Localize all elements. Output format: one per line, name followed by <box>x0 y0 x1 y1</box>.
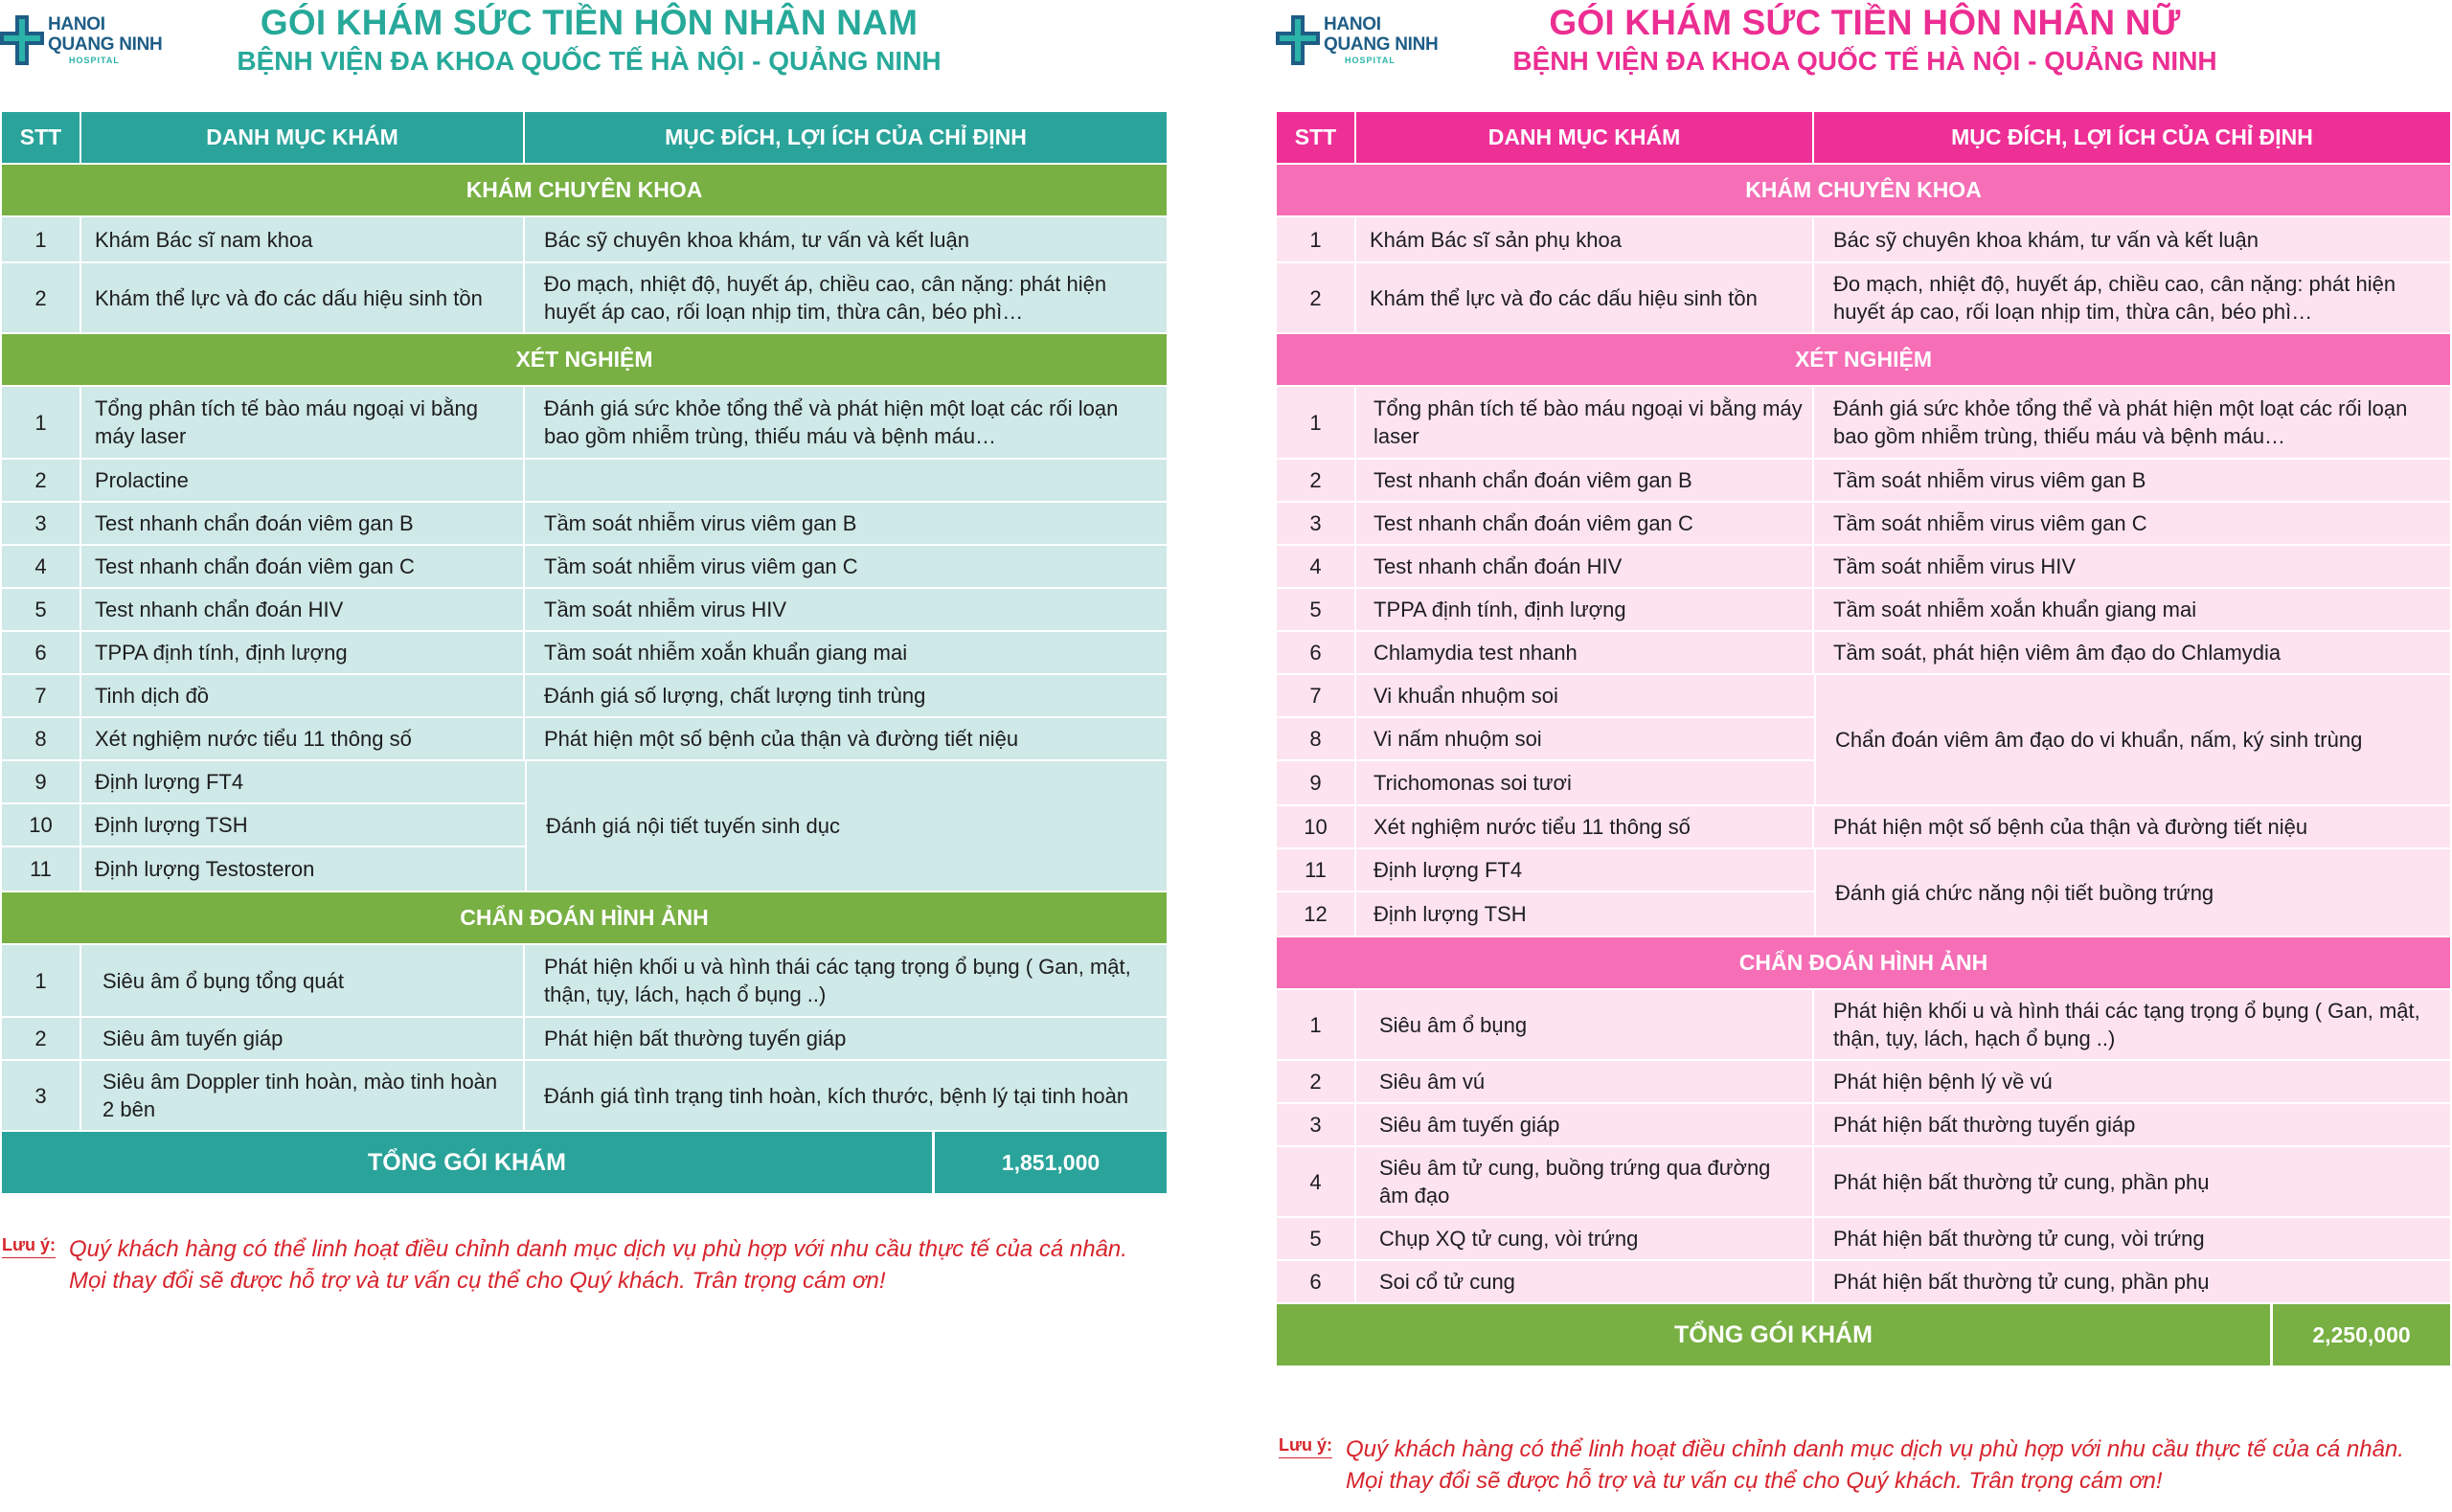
table-row <box>2 632 1167 675</box>
row-stt: 3 <box>2 503 81 544</box>
male-table <box>2 112 1167 1193</box>
hospital-logo <box>0 11 168 69</box>
row-purpose <box>525 460 1167 501</box>
merged-group <box>1277 849 2450 937</box>
row-stt: 3 <box>2 1061 81 1130</box>
row-purpose: Phát hiện bệnh lý về vú <box>1833 1070 2053 1094</box>
row-purpose: Phát hiện một số bệnh của thận và đường tiết niệu <box>544 727 1019 751</box>
row-purpose: Tầm soát nhiễm virus HIV <box>1833 554 2077 578</box>
table-row <box>1277 1218 2450 1261</box>
female-title: GÓI KHÁM SỨC TIỀN HÔN NHÂN NỮ <box>1549 3 2181 42</box>
merged-group <box>1277 675 2450 806</box>
table-row <box>1277 892 1814 936</box>
row-name: Tổng phân tích tế bào máu ngoại vi bằng máy laser <box>81 387 525 458</box>
hospital-logo <box>1276 11 1443 69</box>
total-price: 1,851,000 <box>1001 1149 1101 1175</box>
row-stt: 3 <box>1277 1104 1356 1145</box>
row-purpose: Phát hiện khối u và hình thái các tạng trọng ổ bụng ( Gan, mật, thận, tụy, lách, hạch ổ bụng ..) <box>544 955 1131 1006</box>
row-name: Siêu âm ổ bụng tổng quát <box>81 945 525 1016</box>
row-stt: 8 <box>1277 718 1356 759</box>
total-row <box>2 1132 1167 1193</box>
table-row <box>1277 546 2450 589</box>
table-row <box>1277 1061 2450 1104</box>
row-name: Chlamydia test nhanh <box>1356 632 1814 673</box>
row-name: Siêu âm tuyến giáp <box>1356 1104 1814 1145</box>
row-stt: 6 <box>1277 1261 1356 1302</box>
row-name: Siêu âm ổ bụng <box>1356 990 1814 1059</box>
table-row <box>1277 675 1814 718</box>
medical-cross-icon <box>0 15 44 65</box>
section-header: KHÁM CHUYÊN KHOA <box>1277 165 2450 217</box>
logo-line-2: QUANG NINH <box>48 34 163 55</box>
row-stt: 11 <box>1277 849 1356 891</box>
row-stt: 2 <box>2 1018 81 1059</box>
male-package-panel <box>0 0 1178 1294</box>
row-purpose: Phát hiện bất thường tử cung, vòi trứng <box>1833 1227 2205 1251</box>
row-name: Khám Bác sĩ sản phụ khoa <box>1356 217 1814 261</box>
row-name: Định lượng Testosteron <box>95 857 315 881</box>
row-name: Khám Bác sĩ nam khoa <box>81 217 525 261</box>
row-purpose: Bác sỹ chuyên khoa khám, tư vấn và kết luận <box>544 227 969 252</box>
female-subtitle: BỆNH VIỆN ĐA KHOA QUỐC TẾ HÀ NỘI - QUẢNG NINH <box>1512 46 2217 76</box>
note <box>1279 1433 2404 1497</box>
row-purpose: Tầm soát nhiễm virus viêm gan C <box>1833 511 2147 535</box>
table-row <box>2 847 525 891</box>
row-purpose: Đo mạch, nhiệt độ, huyết áp, chiều cao, cân nặng: phát hiện huyết áp cao, rối loạn nhịp tim, thừa cân, béo phì… <box>544 272 1107 324</box>
row-name: Định lượng FT4 <box>95 770 244 794</box>
merged-group <box>2 761 1167 892</box>
row-purpose: Đo mạch, nhiệt độ, huyết áp, chiều cao, cân nặng: phát hiện huyết áp cao, rối loạn nhịp tim, thừa cân, béo phì… <box>1833 272 2396 324</box>
row-name: Định lượng TSH <box>1374 902 1527 926</box>
row-name: Xét nghiệm nước tiểu 11 thông số <box>1356 806 1814 847</box>
row-name: Prolactine <box>81 460 525 501</box>
table-row <box>2 546 1167 589</box>
row-purpose: Tầm soát nhiễm xoắn khuẩn giang mai <box>1833 598 2197 621</box>
section-header: KHÁM CHUYÊN KHOA <box>2 165 1167 217</box>
row-purpose: Phát hiện bất thường tử cung, phần phụ <box>1833 1169 2210 1194</box>
row-stt: 4 <box>1277 546 1356 587</box>
table-row <box>1277 849 1814 892</box>
row-name: Chụp XQ tử cung, vòi trứng <box>1356 1218 1814 1259</box>
row-stt: 4 <box>1277 1147 1356 1216</box>
note-label: Lưu ý: <box>2 1235 56 1258</box>
row-name: Siêu âm tử cung, buồng trứng qua đường âm đạo <box>1356 1147 1814 1216</box>
table-row <box>2 718 1167 761</box>
table-header-row <box>2 112 1167 165</box>
table-row <box>2 263 1167 334</box>
col-purpose: MỤC ĐÍCH, LỢI ÍCH CỦA CHỈ ĐỊNH <box>665 124 1027 149</box>
row-stt: 2 <box>1277 460 1356 501</box>
row-purpose: Phát hiện bất thường tuyến giáp <box>544 1027 847 1050</box>
total-label: TỔNG GÓI KHÁM <box>2 1132 935 1193</box>
row-stt: 9 <box>1277 761 1356 804</box>
female-table <box>1277 112 2450 1365</box>
row-name: Siêu âm Doppler tinh hoàn, mào tinh hoàn 2 bên <box>81 1061 525 1130</box>
row-stt: 1 <box>2 945 81 1016</box>
row-purpose: Bác sỹ chuyên khoa khám, tư vấn và kết luận <box>1833 227 2259 252</box>
logo-line-3: HOSPITAL <box>69 56 120 65</box>
row-stt: 3 <box>1277 503 1356 544</box>
table-row <box>2 761 525 804</box>
section-header: CHẨN ĐOÁN HÌNH ẢNH <box>2 892 1167 945</box>
row-purpose: Phát hiện khối u và hình thái các tạng trọng ổ bụng ( Gan, mật, thận, tụy, lách, hạch ổ bụng ..) <box>1833 999 2420 1050</box>
row-stt: 10 <box>2 804 81 846</box>
note <box>2 1233 1127 1297</box>
table-row <box>1277 1261 2450 1304</box>
female-header <box>1276 0 2452 107</box>
row-purpose: Tầm soát nhiễm virus viêm gan C <box>544 554 858 578</box>
logo-line-3: HOSPITAL <box>1345 56 1396 65</box>
table-row <box>2 675 1167 718</box>
table-row <box>2 589 1167 632</box>
row-stt: 1 <box>1277 387 1356 458</box>
table-row <box>2 945 1167 1018</box>
merged-purpose: Đánh giá chức năng nội tiết buồng trứng <box>1814 849 2450 936</box>
row-name: Tinh dịch đồ <box>81 675 525 716</box>
row-stt: 1 <box>2 387 81 458</box>
col-name: DANH MỤC KHÁM <box>1356 112 1814 163</box>
row-name: Trichomonas soi tươi <box>1374 771 1572 795</box>
table-row <box>1277 806 2450 849</box>
table-row <box>1277 718 1814 761</box>
row-stt: 5 <box>2 589 81 630</box>
row-stt: 1 <box>1277 217 1356 261</box>
row-stt: 2 <box>1277 263 1356 332</box>
row-stt: 1 <box>1277 990 1356 1059</box>
table-row <box>1277 589 2450 632</box>
row-stt: 1 <box>2 217 81 261</box>
medical-cross-icon <box>1276 15 1320 65</box>
row-name: Siêu âm tuyến giáp <box>81 1018 525 1059</box>
row-name: Siêu âm vú <box>1356 1061 1814 1102</box>
row-purpose: Tầm soát nhiễm virus viêm gan B <box>1833 468 2146 492</box>
note-line-2: Mọi thay đổi sẽ được hỗ trợ và tư vấn cụ thể cho Quý khách. Trân trọng cám ơn! <box>69 1268 886 1294</box>
row-purpose: Đánh giá tình trạng tinh hoàn, kích thước, bệnh lý tại tinh hoàn <box>544 1083 1129 1108</box>
row-purpose: Phát hiện bất thường tuyến giáp <box>1833 1113 2136 1137</box>
row-name: Vi khuẩn nhuộm soi <box>1374 684 1558 708</box>
total-label: TỔNG GÓI KHÁM <box>1277 1304 2273 1365</box>
section-header: CHẨN ĐOÁN HÌNH ẢNH <box>1277 937 2450 990</box>
note-line-1: Quý khách hàng có thể linh hoạt điều chỉnh danh mục dịch vụ phù hợp với nhu cầu thực tế của cá nhân. <box>69 1236 1127 1262</box>
row-name: Xét nghiệm nước tiểu 11 thông số <box>81 718 525 759</box>
row-purpose: Tầm soát, phát hiện viêm âm đạo do Chlamydia <box>1833 641 2282 665</box>
row-name: TPPA định tính, định lượng <box>1356 589 1814 630</box>
col-purpose: MỤC ĐÍCH, LỢI ÍCH CỦA CHỈ ĐỊNH <box>1951 124 2313 149</box>
row-name: Test nhanh chẩn đoán viêm gan C <box>81 546 525 587</box>
row-stt: 2 <box>2 460 81 501</box>
table-row <box>2 460 1167 503</box>
row-stt: 11 <box>2 847 81 891</box>
row-stt: 2 <box>2 263 81 332</box>
table-row <box>2 217 1167 263</box>
row-purpose: Đánh giá số lượng, chất lượng tinh trùng <box>544 684 926 708</box>
male-subtitle: BỆNH VIỆN ĐA KHOA QUỐC TẾ HÀ NỘI - QUẢNG NINH <box>237 46 942 76</box>
row-stt: 8 <box>2 718 81 759</box>
row-name: Test nhanh chẩn đoán HIV <box>81 589 525 630</box>
total-price: 2,250,000 <box>2312 1321 2411 1347</box>
row-purpose: Phát hiện bất thường tử cung, phần phụ <box>1833 1270 2210 1294</box>
logo-line-1: HANOI <box>48 14 105 34</box>
male-header <box>0 0 1178 107</box>
row-stt: 5 <box>1277 589 1356 630</box>
row-name: Test nhanh chẩn đoán HIV <box>1356 546 1814 587</box>
table-row <box>1277 761 1814 804</box>
row-name: Định lượng FT4 <box>1374 858 1523 882</box>
table-row <box>2 387 1167 460</box>
row-stt: 10 <box>1277 806 1356 847</box>
row-name: Vi nấm nhuộm soi <box>1374 727 1542 751</box>
row-stt: 6 <box>1277 632 1356 673</box>
row-name: TPPA định tính, định lượng <box>81 632 525 673</box>
table-row <box>1277 460 2450 503</box>
logo-line-1: HANOI <box>1324 14 1381 34</box>
table-row <box>1277 1147 2450 1218</box>
table-row <box>1277 387 2450 460</box>
female-package-panel <box>1276 0 2452 1494</box>
row-name: Test nhanh chẩn đoán viêm gan B <box>1356 460 1814 501</box>
section-header: XÉT NGHIỆM <box>2 334 1167 387</box>
table-row <box>2 804 525 847</box>
row-name: Khám thể lực và đo các dấu hiệu sinh tồn <box>1356 263 1814 332</box>
table-row <box>2 1018 1167 1061</box>
row-purpose: Tầm soát nhiễm virus viêm gan B <box>544 511 857 535</box>
table-row <box>1277 503 2450 546</box>
logo-line-2: QUANG NINH <box>1324 34 1439 55</box>
total-row <box>1277 1304 2450 1365</box>
male-title: GÓI KHÁM SỨC TIỀN HÔN NHÂN NAM <box>260 3 919 42</box>
note-line-2: Mọi thay đổi sẽ được hỗ trợ và tư vấn cụ thể cho Quý khách. Trân trọng cám ơn! <box>1346 1468 2163 1494</box>
row-name: Test nhanh chẩn đoán viêm gan B <box>81 503 525 544</box>
row-purpose: Tầm soát nhiễm xoắn khuẩn giang mai <box>544 641 908 665</box>
table-header-row <box>1277 112 2450 165</box>
col-stt: STT <box>1277 112 1356 163</box>
row-stt: 2 <box>1277 1061 1356 1102</box>
note-line-1: Quý khách hàng có thể linh hoạt điều chỉnh danh mục dịch vụ phù hợp với nhu cầu thực tế của cá nhân. <box>1346 1436 2404 1462</box>
row-purpose: Đánh giá sức khỏe tổng thể và phát hiện một loạt các rối loạn bao gồm nhiễm trùng, thiếu máu và bệnh máu… <box>1833 396 2408 448</box>
row-purpose: Đánh giá sức khỏe tổng thể và phát hiện một loạt các rối loạn bao gồm nhiễm trùng, thiếu máu và bệnh máu… <box>544 396 1119 448</box>
merged-purpose: Chẩn đoán viêm âm đạo do vi khuẩn, nấm, ký sinh trùng <box>1814 675 2450 804</box>
row-name: Test nhanh chẩn đoán viêm gan C <box>1356 503 1814 544</box>
table-row <box>1277 217 2450 263</box>
row-stt: 7 <box>1277 675 1356 716</box>
row-stt: 4 <box>2 546 81 587</box>
row-purpose: Tầm soát nhiễm virus HIV <box>544 598 787 621</box>
col-name: DANH MỤC KHÁM <box>81 112 525 163</box>
table-row <box>1277 263 2450 334</box>
row-purpose: Phát hiện một số bệnh của thận và đường tiết niệu <box>1833 815 2308 839</box>
merged-purpose: Đánh giá nội tiết tuyến sinh dục <box>525 761 1167 891</box>
col-stt: STT <box>2 112 81 163</box>
table-row <box>1277 632 2450 675</box>
row-name: Soi cổ tử cung <box>1356 1261 1814 1302</box>
note-label: Lưu ý: <box>1279 1435 1332 1458</box>
table-row <box>2 503 1167 546</box>
row-stt: 9 <box>2 761 81 802</box>
row-stt: 7 <box>2 675 81 716</box>
row-stt: 5 <box>1277 1218 1356 1259</box>
row-stt: 6 <box>2 632 81 673</box>
row-name: Tổng phân tích tế bào máu ngoại vi bằng máy laser <box>1356 387 1814 458</box>
row-name: Định lượng TSH <box>95 813 248 837</box>
table-row <box>1277 990 2450 1061</box>
table-row <box>1277 1104 2450 1147</box>
section-header: XÉT NGHIỆM <box>1277 334 2450 387</box>
row-name: Khám thể lực và đo các dấu hiệu sinh tồn <box>81 263 525 332</box>
row-stt: 12 <box>1277 892 1356 936</box>
table-row <box>2 1061 1167 1132</box>
